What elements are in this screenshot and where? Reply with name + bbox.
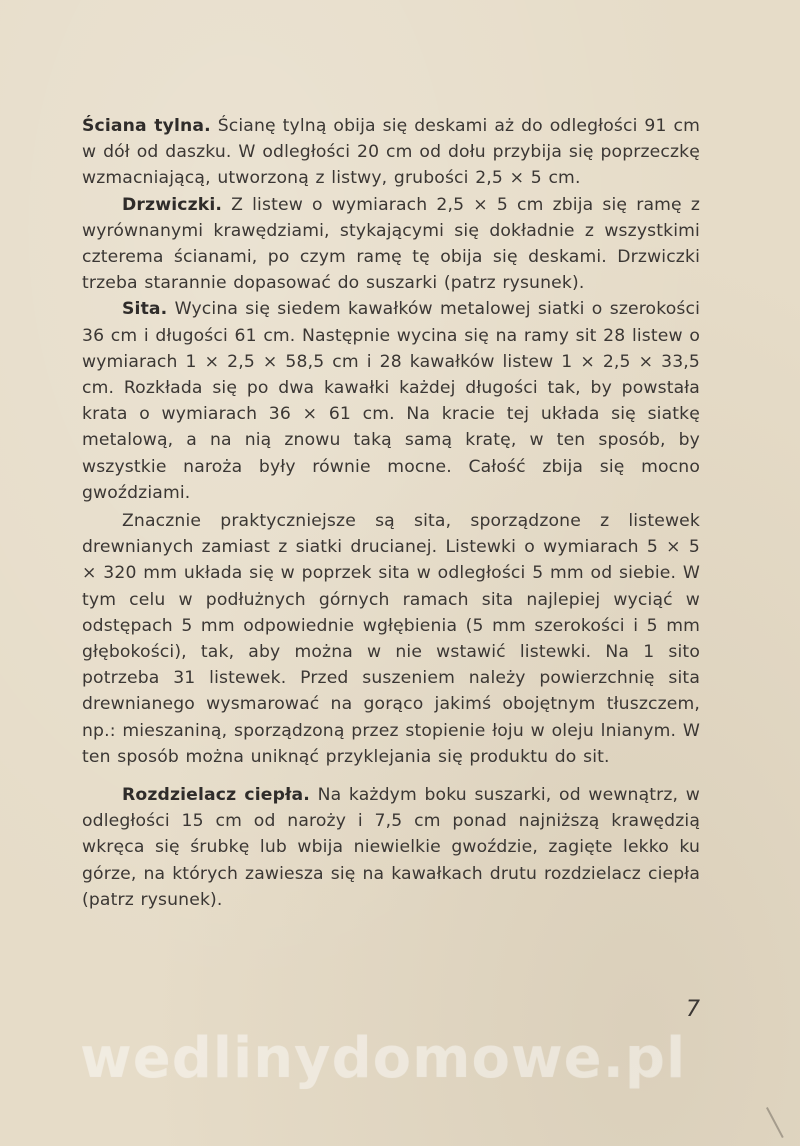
heading-rozdzielacz: Rozdzielacz ciepła. xyxy=(122,785,310,806)
paragraph-text: Z listew o wymiarach 2,5 × 5 cm zbija się ramę z wyrównanymi krawędziami, stykającymi się dokładnie z wszystkimi czterema ścianami, po czym ramę tę obija się deskami. Drzwiczki trzeba starannie dopasować do suszarki (patrz rysunek). xyxy=(82,194,700,294)
paragraph-sciana-tylna xyxy=(82,113,700,192)
text-body xyxy=(82,113,700,913)
paragraph-text: Ścianę tylną obija się deskami aż do odległości 91 cm w dół od daszku. W odległości 20 cm od dołu przybija się poprzeczkę wzmacniającą, utworzoną z listwy, grubości 2,5 × 5 cm. xyxy=(82,116,700,189)
paragraph-sita-drewniane xyxy=(82,508,700,770)
page-number: 7 xyxy=(686,997,700,1022)
paragraph-drzwiczki xyxy=(82,192,700,297)
heading-drzwiczki: Drzwiczki. xyxy=(122,194,223,215)
heading-sciana-tylna: Ściana tylna. xyxy=(82,116,211,136)
paragraph-text: Wycina się siedem kawałków metalowej siatki o szerokości 36 cm i długości 61 cm. Następnie wycina się na ramy sit 28 listew o wymiarach 1 × 2,5 × 58,5 cm i 28 kawałków listew 1 × 2,5 × 33,5 cm. Rozkłada się po dwa kawałki każdej długości tak, by powstała krata o wymiarach 36 × 61 cm. Na kracie tej układa się siatkę metalową, a na nią znowu taką samą kratę, w ten sposób, by wszystkie naroża były równie mocne. Całość zbija się mocno gwoździami. xyxy=(82,299,701,503)
heading-sita: Sita. xyxy=(122,299,168,320)
paragraph-text: Znacznie praktyczniejsze są sita, sporządzone z listewek drewnianych zamiast z siatki drucianej. Listewki o wymiarach 5 × 5 × 320 mm układa się w poprzek sita w odległości 5 mm od siebie. W tym celu w podłużnych górnych ramach sita najlepiej wyciąć w odstępach 5 mm odpowiednie wgłębienia (5 mm szerokości i 5 mm głębokości), tak, aby można w nie wstawić listewki. Na 1 sito potrzeba 31 listewek. Przed suszeniem należy powierzchnię sita drewnianego wysmarować na gorąco jakimś obojętnym tłuszczem, np.: mieszaniną, sporządzoną przez stopienie łoju w oleju lnianym. W ten sposób można uniknąć przyklejania się produktu do sit. xyxy=(82,511,700,767)
paragraph-sita xyxy=(82,296,700,506)
scan-mark xyxy=(766,1107,784,1138)
paragraph-text: Na każdym boku suszarki, od wewnątrz, w odległości 15 cm od naroży i 7,5 cm ponad najniższą krawędzią wkręca się śrubkę lub wbija niewielkie gwoździe, zagięte lekko ku górze, na których zawiesza się na kawałkach drutu rozdzielacz ciepła (patrz rysunek). xyxy=(82,785,700,910)
watermark: wedlinydomowe.pl xyxy=(80,1026,687,1091)
paragraph-rozdzielacz xyxy=(82,782,700,913)
